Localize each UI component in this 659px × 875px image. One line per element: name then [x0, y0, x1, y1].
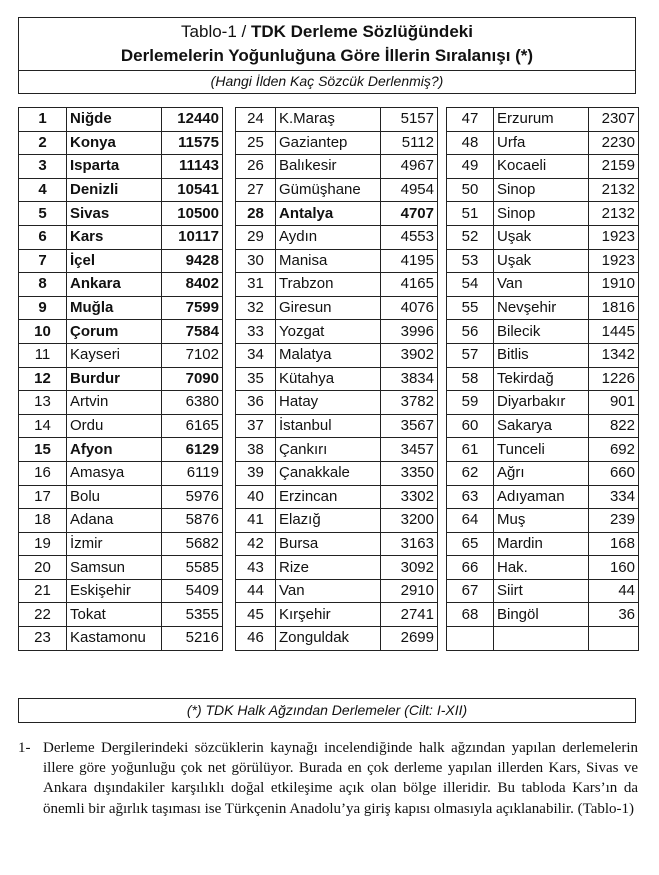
rank-cell: 10	[19, 320, 67, 344]
table-row	[236, 461, 438, 485]
city-cell: Van	[276, 579, 381, 603]
table-row	[19, 438, 223, 462]
city-cell: Manisa	[276, 249, 381, 273]
rank-cell: 1	[19, 108, 67, 132]
table-row	[19, 202, 223, 226]
value-cell: 3457	[381, 438, 438, 462]
value-cell: 2132	[589, 202, 639, 226]
rank-cell: 25	[236, 131, 276, 155]
value-cell: 3163	[381, 532, 438, 556]
value-cell: 4076	[381, 296, 438, 320]
city-cell: Çanakkale	[276, 461, 381, 485]
city-cell: Sinop	[494, 202, 589, 226]
value-cell: 10117	[162, 225, 223, 249]
rank-cell: 32	[236, 296, 276, 320]
rank-cell: 62	[447, 461, 494, 485]
rank-cell: 61	[447, 438, 494, 462]
city-cell: Kırşehir	[276, 603, 381, 627]
value-cell: 1226	[589, 367, 639, 391]
value-cell: 6129	[162, 438, 223, 462]
city-cell: Konya	[67, 131, 162, 155]
table-row	[236, 438, 438, 462]
rank-cell: 6	[19, 225, 67, 249]
value-cell: 239	[589, 509, 639, 533]
city-cell: Ağrı	[494, 461, 589, 485]
city-cell: Hatay	[276, 391, 381, 415]
table-row	[19, 603, 223, 627]
value-cell: 1923	[589, 225, 639, 249]
city-cell: Nevşehir	[494, 296, 589, 320]
rank-cell: 67	[447, 579, 494, 603]
table-row	[19, 485, 223, 509]
city-cell: Adana	[67, 509, 162, 533]
city-cell: Kastamonu	[67, 627, 162, 651]
city-cell: Çankırı	[276, 438, 381, 462]
rank-cell: 65	[447, 532, 494, 556]
ranking-table-col-1	[18, 107, 223, 651]
table-row	[236, 155, 438, 179]
city-cell: Samsun	[67, 556, 162, 580]
value-cell: 334	[589, 485, 639, 509]
title-bold-part: TDK Derleme Sözlüğündeki	[250, 22, 473, 41]
rank-cell: 66	[447, 556, 494, 580]
value-cell: 10541	[162, 178, 223, 202]
value-cell: 1910	[589, 273, 639, 297]
value-cell: 5157	[381, 108, 438, 132]
rank-cell: 29	[236, 225, 276, 249]
rank-cell: 5	[19, 202, 67, 226]
value-cell: 692	[589, 438, 639, 462]
table-row	[236, 391, 438, 415]
rank-cell: 8	[19, 273, 67, 297]
city-cell: Bursa	[276, 532, 381, 556]
rank-cell: 21	[19, 579, 67, 603]
rank-cell: 68	[447, 603, 494, 627]
rank-cell: 4	[19, 178, 67, 202]
value-cell: 822	[589, 414, 639, 438]
value-cell: 660	[589, 461, 639, 485]
rank-cell: 22	[19, 603, 67, 627]
rank-cell: 9	[19, 296, 67, 320]
rank-cell: 37	[236, 414, 276, 438]
table-row	[19, 108, 223, 132]
city-cell: Diyarbakır	[494, 391, 589, 415]
table-row	[19, 273, 223, 297]
rank-cell: 55	[447, 296, 494, 320]
rank-cell: 7	[19, 249, 67, 273]
city-cell: Kütahya	[276, 367, 381, 391]
city-cell: Bilecik	[494, 320, 589, 344]
city-cell: Isparta	[67, 155, 162, 179]
rank-cell: 11	[19, 343, 67, 367]
table-row	[19, 178, 223, 202]
title-prefix: Tablo-1 /	[181, 22, 251, 41]
rank-cell: 59	[447, 391, 494, 415]
table-row	[447, 532, 639, 556]
value-cell: 3200	[381, 509, 438, 533]
city-cell: Afyon	[67, 438, 162, 462]
city-cell: Artvin	[67, 391, 162, 415]
value-cell: 7102	[162, 343, 223, 367]
value-cell: 2910	[381, 579, 438, 603]
rank-cell: 23	[19, 627, 67, 651]
city-cell: Kocaeli	[494, 155, 589, 179]
table-row	[19, 509, 223, 533]
table-footnote: (*) TDK Halk Ağzından Derlemeler (Cilt: I-XII)	[18, 698, 636, 723]
table-row	[236, 296, 438, 320]
value-cell: 3302	[381, 485, 438, 509]
city-cell: Antalya	[276, 202, 381, 226]
paragraph-text: Derleme Dergilerindeki sözcüklerin kaynağı incelendiğinde halk ağzından yapılan derlemelerin illere göre yoğunluğu çok net görülüyor. Burada en çok derleme yapılan illerden Kars, Sivas ve Ankara dışındakiler karşılıklı doğal etkileşime açık olan bölge illeridir. Bu tabloda Kars’ın da önemli bir ağırlık taşıması ise Türkçenin Anadolu’ya giriş kapısı olmasıyla açıklanabilir. (Tablo-1)	[43, 740, 638, 817]
city-cell: Ordu	[67, 414, 162, 438]
city-cell: Uşak	[494, 225, 589, 249]
rank-cell: 46	[236, 627, 276, 651]
city-cell: Van	[494, 273, 589, 297]
rank-cell: 20	[19, 556, 67, 580]
city-cell: İçel	[67, 249, 162, 273]
table-row	[447, 225, 639, 249]
rank-cell: 16	[19, 461, 67, 485]
value-cell: 5585	[162, 556, 223, 580]
table-row	[447, 367, 639, 391]
value-cell: 3834	[381, 367, 438, 391]
city-cell: Çorum	[67, 320, 162, 344]
table-row	[19, 414, 223, 438]
city-cell: Kayseri	[67, 343, 162, 367]
value-cell: 5876	[162, 509, 223, 533]
value-cell: 4553	[381, 225, 438, 249]
table-row	[236, 320, 438, 344]
table-row	[447, 155, 639, 179]
table-row	[236, 579, 438, 603]
rank-cell: 17	[19, 485, 67, 509]
table-subtitle: (Hangi İlden Kaç Sözcük Derlenmiş?)	[210, 73, 444, 89]
city-cell: Bolu	[67, 485, 162, 509]
table-row	[447, 202, 639, 226]
table-row	[236, 509, 438, 533]
table-row	[236, 532, 438, 556]
city-cell: Zonguldak	[276, 627, 381, 651]
rank-cell: 42	[236, 532, 276, 556]
rank-cell: 36	[236, 391, 276, 415]
table-row	[236, 131, 438, 155]
table-row	[19, 367, 223, 391]
table-row	[19, 155, 223, 179]
city-cell: Siirt	[494, 579, 589, 603]
table-row	[447, 178, 639, 202]
table-row	[19, 627, 223, 651]
table-row	[447, 343, 639, 367]
city-cell: Urfa	[494, 131, 589, 155]
value-cell: 3996	[381, 320, 438, 344]
table-row	[236, 108, 438, 132]
value-cell: 7090	[162, 367, 223, 391]
table-row	[236, 556, 438, 580]
rank-cell: 50	[447, 178, 494, 202]
value-cell: 2741	[381, 603, 438, 627]
city-cell: Muğla	[67, 296, 162, 320]
value-cell: 4707	[381, 202, 438, 226]
rank-cell: 15	[19, 438, 67, 462]
paragraph-number: 1-	[18, 740, 31, 756]
city-cell: Erzurum	[494, 108, 589, 132]
table-row	[447, 131, 639, 155]
rank-cell: 35	[236, 367, 276, 391]
table-row	[236, 603, 438, 627]
value-cell: 4165	[381, 273, 438, 297]
rank-cell: 47	[447, 108, 494, 132]
value-cell: 5216	[162, 627, 223, 651]
table-row	[236, 367, 438, 391]
city-cell: Bitlis	[494, 343, 589, 367]
table-row	[236, 178, 438, 202]
rank-cell: 57	[447, 343, 494, 367]
table-row	[447, 579, 639, 603]
table-row	[19, 532, 223, 556]
rank-cell: 51	[447, 202, 494, 226]
rank-cell: 38	[236, 438, 276, 462]
city-cell: Rize	[276, 556, 381, 580]
value-cell: 168	[589, 532, 639, 556]
city-cell: Denizli	[67, 178, 162, 202]
rank-cell	[447, 627, 494, 651]
table-row	[236, 202, 438, 226]
value-cell: 6380	[162, 391, 223, 415]
value-cell: 9428	[162, 249, 223, 273]
table-row	[236, 627, 438, 651]
table-row	[19, 579, 223, 603]
rank-cell: 53	[447, 249, 494, 273]
title-line-1	[19, 22, 635, 42]
city-cell: Tokat	[67, 603, 162, 627]
city-cell: Tunceli	[494, 438, 589, 462]
value-cell: 2132	[589, 178, 639, 202]
rank-cell: 28	[236, 202, 276, 226]
rank-cell: 60	[447, 414, 494, 438]
rank-cell: 30	[236, 249, 276, 273]
value-cell: 5682	[162, 532, 223, 556]
table-row	[236, 414, 438, 438]
rank-cell: 52	[447, 225, 494, 249]
rank-cell: 18	[19, 509, 67, 533]
value-cell: 901	[589, 391, 639, 415]
body-paragraph	[18, 738, 638, 819]
rank-cell: 40	[236, 485, 276, 509]
table-row	[447, 485, 639, 509]
city-cell: Tekirdağ	[494, 367, 589, 391]
rank-cell: 48	[447, 131, 494, 155]
table-row	[19, 320, 223, 344]
city-cell: Ankara	[67, 273, 162, 297]
city-cell: Sakarya	[494, 414, 589, 438]
rank-cell: 31	[236, 273, 276, 297]
city-cell: Hak.	[494, 556, 589, 580]
value-cell: 3782	[381, 391, 438, 415]
value-cell: 3350	[381, 461, 438, 485]
table-row	[447, 509, 639, 533]
value-cell: 7584	[162, 320, 223, 344]
city-cell: Amasya	[67, 461, 162, 485]
rank-cell: 13	[19, 391, 67, 415]
value-cell: 2307	[589, 108, 639, 132]
value-cell: 36	[589, 603, 639, 627]
table-row	[447, 603, 639, 627]
table-row	[447, 414, 639, 438]
table-row	[447, 438, 639, 462]
rank-cell: 33	[236, 320, 276, 344]
table-row	[236, 225, 438, 249]
value-cell: 3092	[381, 556, 438, 580]
rank-cell: 45	[236, 603, 276, 627]
city-cell: İzmir	[67, 532, 162, 556]
table-row	[447, 108, 639, 132]
value-cell	[589, 627, 639, 651]
city-cell: Yozgat	[276, 320, 381, 344]
value-cell: 2699	[381, 627, 438, 651]
table-row	[19, 461, 223, 485]
value-cell: 5976	[162, 485, 223, 509]
table-row	[447, 320, 639, 344]
value-cell: 2230	[589, 131, 639, 155]
rank-cell: 3	[19, 155, 67, 179]
table-row	[447, 461, 639, 485]
rank-cell: 58	[447, 367, 494, 391]
value-cell: 4967	[381, 155, 438, 179]
value-cell: 4195	[381, 249, 438, 273]
city-cell: Erzincan	[276, 485, 381, 509]
city-cell: Malatya	[276, 343, 381, 367]
rank-cell: 56	[447, 320, 494, 344]
city-cell: Niğde	[67, 108, 162, 132]
city-cell: İstanbul	[276, 414, 381, 438]
value-cell: 10500	[162, 202, 223, 226]
rank-cell: 39	[236, 461, 276, 485]
city-cell: K.Maraş	[276, 108, 381, 132]
rank-cell: 34	[236, 343, 276, 367]
rank-cell: 43	[236, 556, 276, 580]
value-cell: 5112	[381, 131, 438, 155]
value-cell: 5409	[162, 579, 223, 603]
table-row	[19, 343, 223, 367]
city-cell: Aydın	[276, 225, 381, 249]
value-cell: 160	[589, 556, 639, 580]
table-row	[447, 249, 639, 273]
rank-cell: 19	[19, 532, 67, 556]
table-row	[236, 485, 438, 509]
table-row	[19, 391, 223, 415]
rank-cell: 44	[236, 579, 276, 603]
city-cell: Sinop	[494, 178, 589, 202]
value-cell: 11143	[162, 155, 223, 179]
value-cell: 7599	[162, 296, 223, 320]
value-cell: 44	[589, 579, 639, 603]
table-title-box	[18, 17, 636, 94]
city-cell: Uşak	[494, 249, 589, 273]
city-cell: Elazığ	[276, 509, 381, 533]
rank-cell: 64	[447, 509, 494, 533]
value-cell: 5355	[162, 603, 223, 627]
table-row	[236, 343, 438, 367]
value-cell: 1923	[589, 249, 639, 273]
city-cell: Adıyaman	[494, 485, 589, 509]
rank-cell: 49	[447, 155, 494, 179]
value-cell: 8402	[162, 273, 223, 297]
city-cell: Balıkesir	[276, 155, 381, 179]
rank-cell: 27	[236, 178, 276, 202]
city-cell: Mardin	[494, 532, 589, 556]
city-cell: Kars	[67, 225, 162, 249]
table-row	[447, 296, 639, 320]
rank-cell: 41	[236, 509, 276, 533]
city-cell: Sivas	[67, 202, 162, 226]
rank-cell: 12	[19, 367, 67, 391]
value-cell: 6119	[162, 461, 223, 485]
table-row	[19, 249, 223, 273]
rank-cell: 14	[19, 414, 67, 438]
city-cell: Trabzon	[276, 273, 381, 297]
city-cell	[494, 627, 589, 651]
value-cell: 3567	[381, 414, 438, 438]
value-cell: 11575	[162, 131, 223, 155]
city-cell: Gümüşhane	[276, 178, 381, 202]
city-cell: Bingöl	[494, 603, 589, 627]
value-cell: 6165	[162, 414, 223, 438]
city-cell: Gaziantep	[276, 131, 381, 155]
table-row	[236, 249, 438, 273]
ranking-table-col-3	[446, 107, 639, 651]
table-row	[447, 273, 639, 297]
title-line-2: Derlemelerin Yoğunluğuna Göre İllerin Sıralanışı (*)	[120, 46, 534, 65]
city-cell: Muş	[494, 509, 589, 533]
value-cell: 1445	[589, 320, 639, 344]
value-cell: 1342	[589, 343, 639, 367]
city-cell: Burdur	[67, 367, 162, 391]
rank-cell: 2	[19, 131, 67, 155]
table-row	[19, 131, 223, 155]
rank-cell: 24	[236, 108, 276, 132]
rank-cell: 54	[447, 273, 494, 297]
value-cell: 1816	[589, 296, 639, 320]
table-row	[447, 391, 639, 415]
table-row	[447, 627, 639, 651]
rank-cell: 26	[236, 155, 276, 179]
rank-cell: 63	[447, 485, 494, 509]
table-row	[19, 556, 223, 580]
value-cell: 3902	[381, 343, 438, 367]
table-row	[236, 273, 438, 297]
value-cell: 4954	[381, 178, 438, 202]
title-divider	[19, 70, 635, 71]
table-row	[447, 556, 639, 580]
city-cell: Eskişehir	[67, 579, 162, 603]
table-row	[19, 296, 223, 320]
value-cell: 12440	[162, 108, 223, 132]
city-cell: Giresun	[276, 296, 381, 320]
ranking-table-col-2	[235, 107, 438, 651]
value-cell: 2159	[589, 155, 639, 179]
table-row	[19, 225, 223, 249]
